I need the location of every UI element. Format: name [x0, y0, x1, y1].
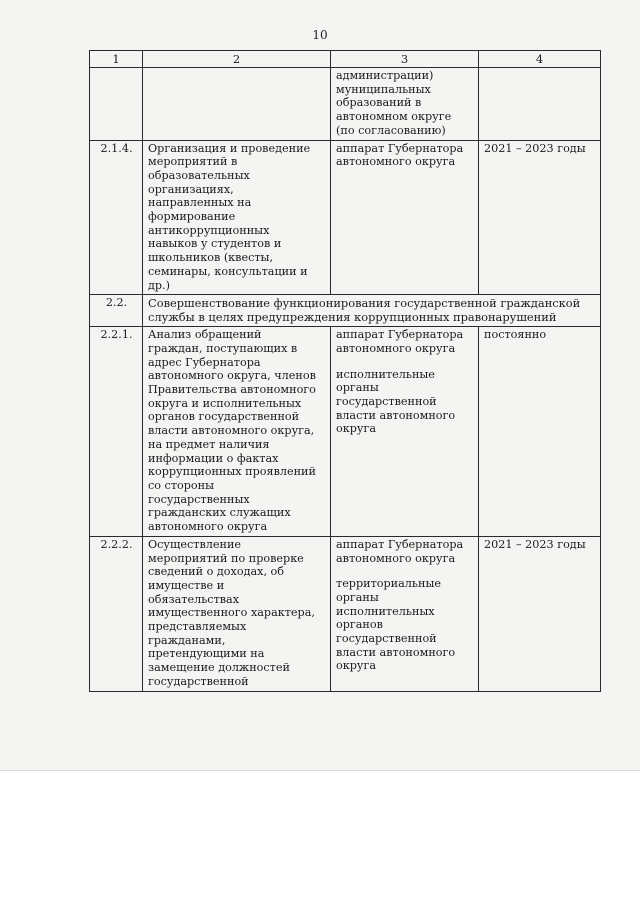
table-header-row: [90, 51, 601, 68]
row-number: 2.2.2.: [90, 536, 143, 691]
table-row: [90, 536, 601, 691]
row-term: 2021 – 2023 годы: [479, 140, 601, 295]
row-measure: Организация и проведение мероприятий в образовательных организациях, направленных на формирование антикоррупционных навыков у студентов и школьников (квесты, семинары, консультации и др.): [143, 140, 331, 295]
section-title: Совершенствование функционирования государственной гражданской службы в целях предупреждения коррупционных правонарушений: [143, 295, 601, 327]
page-number: 10: [312, 28, 328, 42]
row-executor: администрации) муниципальных образований в автономном округе (по согласованию): [331, 68, 479, 141]
measures-table: [89, 50, 601, 692]
row-term: постоянно: [479, 327, 601, 537]
executor-secondary: территориальные органы исполнительных органов государственной власти автономного округа: [336, 577, 456, 673]
column-header-2: 2: [143, 51, 331, 68]
row-number: 2.1.4.: [90, 140, 143, 295]
column-header-1: 1: [90, 51, 143, 68]
section-row: [90, 295, 601, 327]
row-measure: Осуществление мероприятий по проверке сведений о доходах, об имуществе и обязательствах имущественного характера, представляемых гражданами, претендующими на замещение должностей государственной: [143, 536, 331, 691]
executor-primary: аппарат Губернатора автономного округа: [336, 328, 464, 355]
table-row: [90, 140, 601, 295]
row-term: [479, 68, 601, 141]
row-executor: [331, 536, 479, 691]
table-row: [90, 68, 601, 141]
row-number: [90, 68, 143, 141]
row-measure: Анализ обращений граждан, поступающих в адрес Губернатора автономного округа, членов Правительства автономного округа и исполнительных органов государственной власти автономного округа, на предмет наличия информации о фактах коррупционных проявлений со стороны государственных гражданских служащих автономного округа: [143, 327, 331, 537]
section-number: 2.2.: [90, 295, 143, 327]
row-measure: [143, 68, 331, 141]
column-header-4: 4: [479, 51, 601, 68]
executor-primary: аппарат Губернатора автономного округа: [336, 537, 464, 565]
row-executor: [331, 327, 479, 537]
executor-secondary: исполнительные органы государственной власти автономного округа: [336, 367, 456, 436]
row-number: 2.2.1.: [90, 327, 143, 537]
column-header-3: 3: [331, 51, 479, 68]
row-term: 2021 – 2023 годы: [479, 536, 601, 691]
table-row: [90, 327, 601, 537]
row-executor: аппарат Губернатора автономного округа: [331, 140, 479, 295]
